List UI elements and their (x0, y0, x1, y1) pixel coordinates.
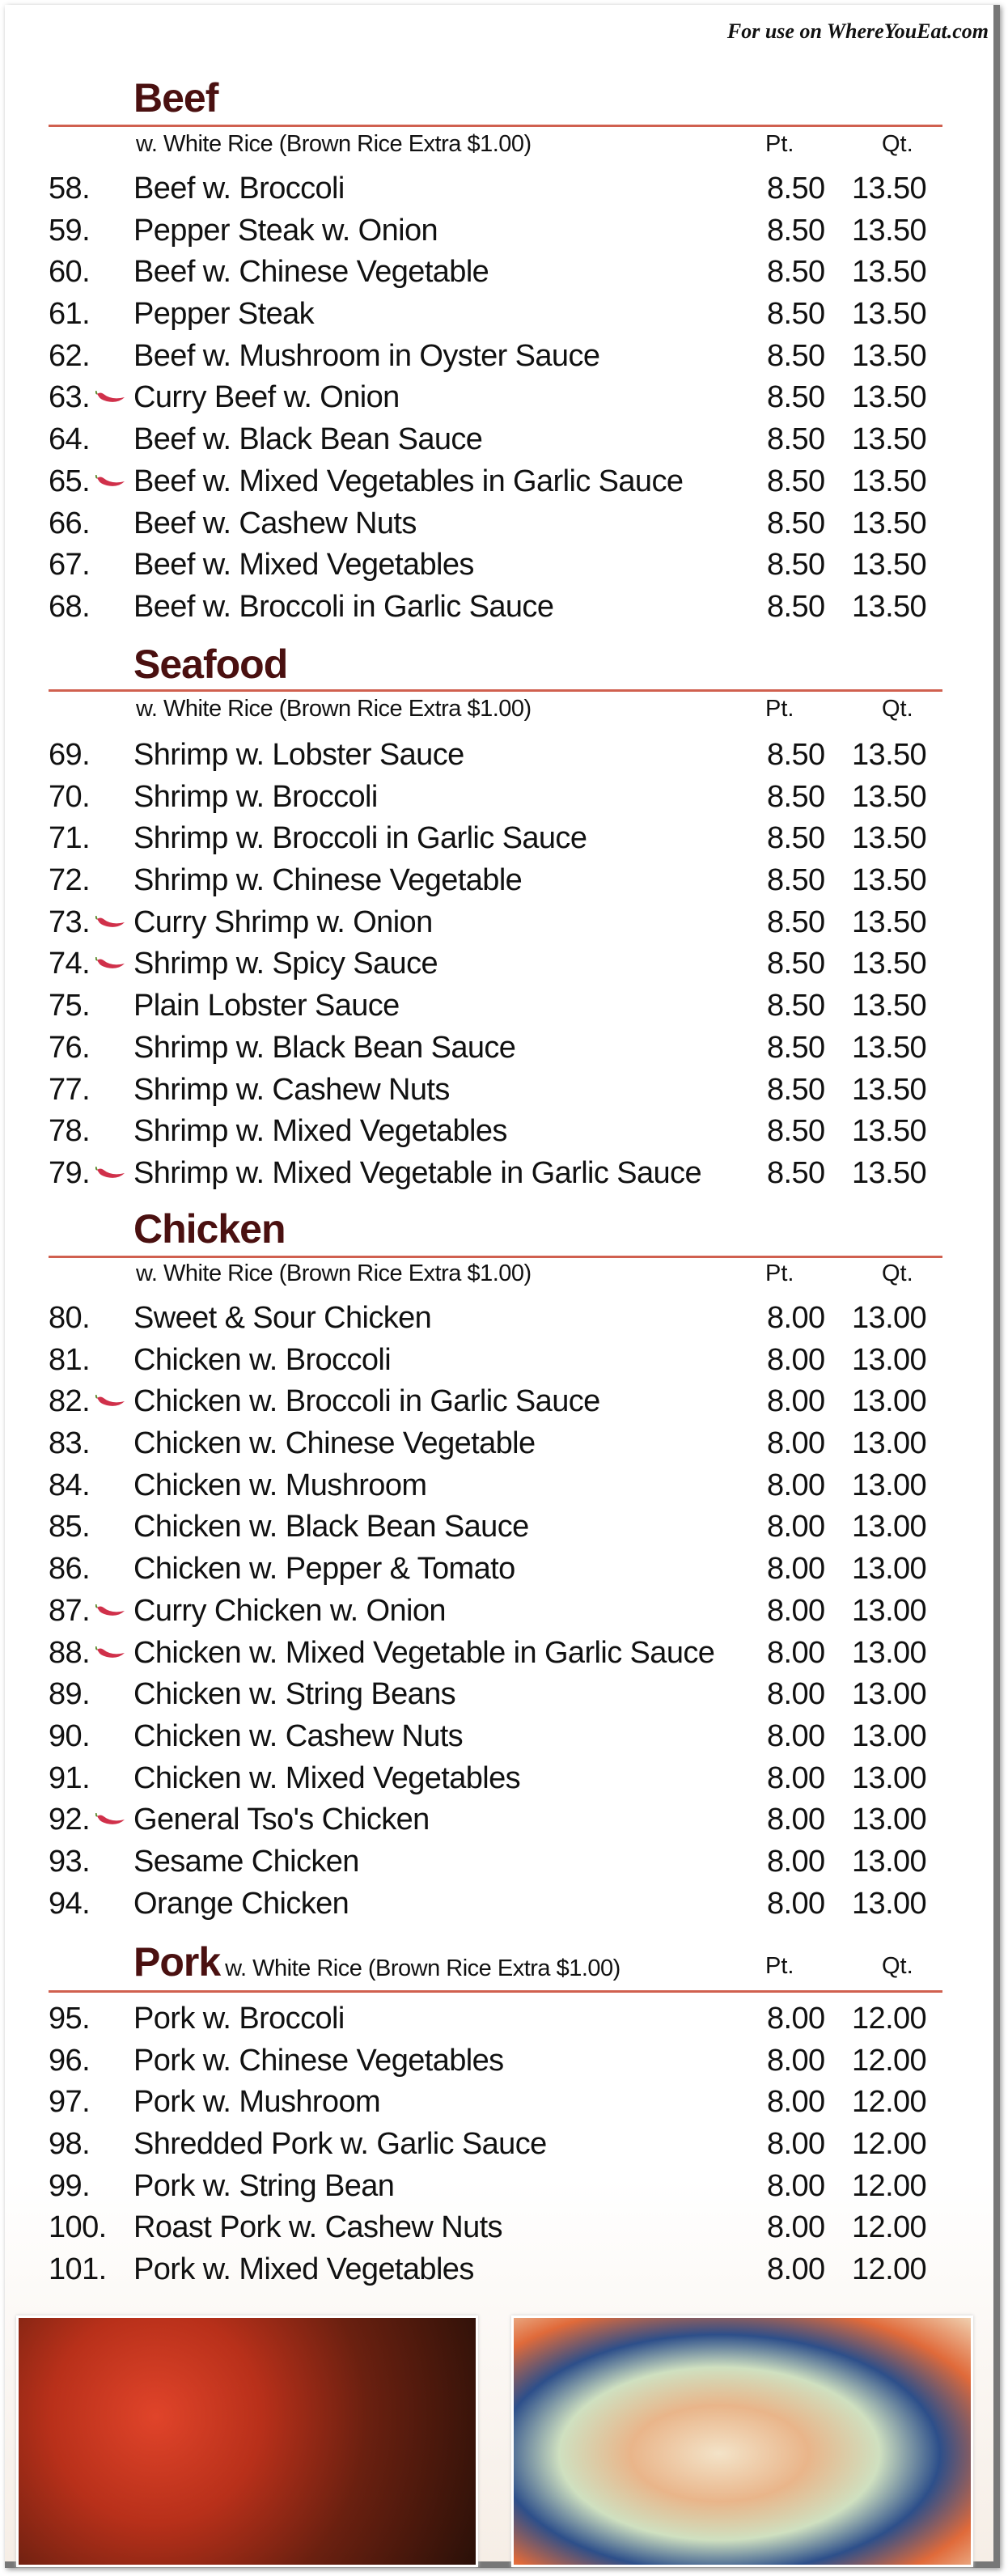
item-number: 101. (49, 2252, 107, 2287)
item-quart-price: 13.50 (852, 1114, 927, 1149)
menu-item (0, 503, 1008, 545)
item-quart-price: 13.50 (852, 548, 927, 583)
item-quart-price: 13.50 (852, 1072, 927, 1107)
item-number: 69. (49, 738, 91, 772)
item-number: 58. (49, 172, 91, 205)
item-quart-price: 13.50 (852, 738, 927, 772)
item-pint-price: 8.50 (767, 548, 825, 583)
item-pint-price: 8.00 (767, 1593, 825, 1628)
item-name: Curry Shrimp w. Onion (133, 905, 433, 939)
item-number: 89. (49, 1677, 91, 1712)
item-pint-price: 8.50 (767, 422, 825, 457)
item-number: 60. (49, 255, 91, 290)
item-name: Chicken w. Chinese Vegetable (133, 1426, 536, 1461)
item-name: Chicken w. Broccoli (133, 1342, 392, 1377)
item-quart-price: 13.00 (852, 1760, 927, 1795)
item-name: Plain Lobster Sauce (133, 989, 400, 1023)
item-quart-price: 13.00 (852, 1384, 927, 1419)
item-number: 70. (49, 779, 91, 814)
item-name: Chicken w. String Beans (133, 1677, 456, 1712)
item-number: 74. (49, 947, 91, 981)
item-pint-price: 8.50 (767, 380, 825, 415)
menu-item (0, 1340, 1008, 1382)
item-quart-price: 13.50 (852, 338, 927, 373)
item-name: Beef w. Mixed Vegetables (133, 548, 474, 583)
item-name: Shredded Pork w. Garlic Sauce (133, 2127, 547, 2162)
quart-header: Qt. (882, 696, 913, 722)
item-quart-price: 13.50 (852, 589, 927, 624)
item-name: Chicken w. Pepper & Tomato (133, 1552, 515, 1587)
pint-header: Pt. (765, 131, 794, 157)
item-pint-price: 8.50 (767, 1072, 825, 1107)
chili-pepper-icon (95, 1604, 128, 1617)
item-number: 71. (49, 821, 91, 856)
item-pint-price: 8.50 (767, 1030, 825, 1065)
section-subtitle: w. White Rice (Brown Rice Extra $1.00) (225, 1955, 620, 1981)
item-quart-price: 13.50 (852, 779, 927, 814)
item-pint-price: 8.00 (767, 1552, 825, 1587)
menu-item (0, 2207, 1008, 2249)
menu-item (0, 2166, 1008, 2208)
item-name: Beef w. Mixed Vegetables in Garlic Sauce (133, 464, 684, 498)
item-number: 59. (49, 213, 91, 248)
item-quart-price: 12.00 (852, 2043, 927, 2078)
item-number: 62. (49, 338, 91, 373)
item-number: 85. (49, 1510, 91, 1544)
item-name: Shrimp w. Lobster Sauce (133, 738, 464, 772)
menu-item (0, 735, 1008, 777)
section-divider (49, 125, 942, 127)
item-number: 79. (49, 1155, 91, 1190)
pint-header: Pt. (765, 696, 794, 722)
menu-item (0, 210, 1008, 252)
item-name: Beef w. Black Bean Sauce (133, 422, 483, 457)
item-name: Pork w. String Bean (133, 2168, 395, 2203)
item-name: Beef w. Chinese Vegetable (133, 255, 489, 290)
item-number: 66. (49, 506, 91, 540)
menu-item (0, 336, 1008, 378)
chili-pepper-icon (95, 391, 128, 404)
item-name: Pepper Steak w. Onion (133, 213, 438, 248)
menu-item (0, 1716, 1008, 1758)
beef-dish-photo (16, 2315, 478, 2567)
item-quart-price: 13.00 (852, 1468, 927, 1502)
menu-item (0, 1674, 1008, 1716)
item-name: Roast Pork w. Cashew Nuts (133, 2210, 502, 2245)
menu-item (0, 1998, 1008, 2040)
item-pint-price: 8.00 (767, 1718, 825, 1753)
menu-item (0, 1027, 1008, 1070)
item-pint-price: 8.00 (767, 2085, 825, 2120)
menu-item (0, 1883, 1008, 1926)
item-name: Chicken w. Cashew Nuts (133, 1718, 464, 1753)
item-number: 96. (49, 2043, 91, 2078)
section-subtitle: w. White Rice (Brown Rice Extra $1.00) (136, 696, 532, 722)
item-number: 82. (49, 1384, 91, 1419)
item-pint-price: 8.50 (767, 989, 825, 1023)
menu-item (0, 902, 1008, 944)
menu-item (0, 1506, 1008, 1549)
item-name: Chicken w. Black Bean Sauce (133, 1510, 529, 1544)
menu-item (0, 1591, 1008, 1633)
item-name: Pork w. Broccoli (133, 2002, 345, 2036)
item-pint-price: 8.00 (767, 1844, 825, 1879)
item-pint-price: 8.00 (767, 2252, 825, 2287)
item-number: 91. (49, 1760, 91, 1795)
section-title: Seafood (133, 642, 288, 687)
chili-pepper-icon (95, 957, 128, 970)
menu-item (0, 1841, 1008, 1883)
item-pint-price: 8.50 (767, 589, 825, 624)
quart-header: Qt. (882, 131, 913, 157)
shrimp-dish-photo (511, 2315, 973, 2567)
item-quart-price: 13.00 (852, 1677, 927, 1712)
item-name: Curry Chicken w. Onion (133, 1593, 446, 1628)
item-pint-price: 8.00 (767, 1468, 825, 1502)
item-pint-price: 8.50 (767, 779, 825, 814)
item-quart-price: 13.00 (852, 1635, 927, 1670)
item-quart-price: 13.00 (852, 1718, 927, 1753)
item-pint-price: 8.00 (767, 2210, 825, 2245)
item-number: 75. (49, 989, 91, 1023)
item-quart-price: 13.00 (852, 1844, 927, 1879)
item-pint-price: 8.00 (767, 1760, 825, 1795)
item-quart-price: 13.00 (852, 1803, 927, 1837)
quart-header: Qt. (882, 1953, 913, 1979)
item-quart-price: 13.00 (852, 1301, 927, 1335)
item-number: 68. (49, 589, 91, 624)
item-quart-price: 13.50 (852, 905, 927, 939)
menu-item (0, 544, 1008, 587)
item-quart-price: 13.50 (852, 422, 927, 457)
item-quart-price: 13.50 (852, 297, 927, 332)
item-pint-price: 8.00 (767, 1384, 825, 1419)
item-pint-price: 8.50 (767, 947, 825, 981)
item-quart-price: 13.50 (852, 506, 927, 540)
section-title (133, 1938, 620, 1985)
item-name: Beef w. Mushroom in Oyster Sauce (133, 338, 600, 373)
item-number: 73. (49, 905, 91, 939)
section-divider (49, 1256, 942, 1258)
menu-item (0, 1381, 1008, 1423)
item-name: Beef w. Broccoli (133, 172, 345, 205)
item-pint-price: 8.00 (767, 1886, 825, 1921)
item-quart-price: 13.00 (852, 1510, 927, 1544)
item-name: Pork w. Mixed Vegetables (133, 2252, 474, 2287)
item-pint-price: 8.00 (767, 1342, 825, 1377)
item-quart-price: 13.50 (852, 821, 927, 856)
item-number: 90. (49, 1718, 91, 1753)
item-pint-price: 8.50 (767, 213, 825, 248)
item-name: General Tso's Chicken (133, 1803, 430, 1837)
item-quart-price: 12.00 (852, 2168, 927, 2203)
chili-pepper-icon (95, 1167, 128, 1180)
item-name: Chicken w. Mushroom (133, 1468, 427, 1502)
menu-item (0, 777, 1008, 819)
item-pint-price: 8.50 (767, 905, 825, 939)
item-quart-price: 13.00 (852, 1426, 927, 1461)
item-pint-price: 8.50 (767, 297, 825, 332)
item-number: 93. (49, 1844, 91, 1879)
item-quart-price: 13.50 (852, 464, 927, 498)
item-number: 76. (49, 1030, 91, 1065)
item-pint-price: 8.50 (767, 1155, 825, 1190)
section-divider (49, 1990, 942, 1993)
menu-item (0, 2040, 1008, 2082)
menu-item (0, 252, 1008, 294)
item-number: 61. (49, 297, 91, 332)
menu-item (0, 1423, 1008, 1465)
quart-header: Qt. (882, 1260, 913, 1286)
item-name: Shrimp w. Black Bean Sauce (133, 1030, 516, 1065)
item-name: Shrimp w. Chinese Vegetable (133, 863, 523, 898)
menu-item (0, 168, 1008, 210)
item-number: 86. (49, 1552, 91, 1587)
section-subtitle: w. White Rice (Brown Rice Extra $1.00) (136, 131, 532, 157)
item-number: 87. (49, 1593, 91, 1628)
menu-item (0, 985, 1008, 1027)
section-divider (49, 689, 942, 692)
chili-pepper-icon (95, 1646, 128, 1659)
menu-item (0, 818, 1008, 860)
section-title: Beef (133, 75, 218, 121)
item-quart-price: 13.50 (852, 255, 927, 290)
item-number: 98. (49, 2127, 91, 2162)
menu-item (0, 1153, 1008, 1195)
item-quart-price: 13.50 (852, 1030, 927, 1065)
pint-header: Pt. (765, 1953, 794, 1979)
chili-pepper-icon (95, 1395, 128, 1408)
item-quart-price: 12.00 (852, 2210, 927, 2245)
item-pint-price: 8.00 (767, 1677, 825, 1712)
item-number: 81. (49, 1342, 91, 1377)
item-quart-price: 12.00 (852, 2002, 927, 2036)
menu-item (0, 294, 1008, 336)
watermark: For use on WhereYouEat.com (726, 19, 989, 43)
item-pint-price: 8.00 (767, 1803, 825, 1837)
item-name: Chicken w. Mixed Vegetable in Garlic Sauce (133, 1635, 715, 1670)
item-name: Curry Beef w. Onion (133, 380, 400, 415)
item-name: Pork w. Mushroom (133, 2085, 381, 2120)
item-name: Beef w. Cashew Nuts (133, 506, 417, 540)
item-number: 100. (49, 2210, 107, 2245)
item-name: Shrimp w. Cashew Nuts (133, 1072, 450, 1107)
item-pint-price: 8.00 (767, 2043, 825, 2078)
item-number: 97. (49, 2085, 91, 2120)
item-number: 64. (49, 422, 91, 457)
item-quart-price: 13.00 (852, 1886, 927, 1921)
chili-pepper-icon (95, 916, 128, 929)
item-pint-price: 8.50 (767, 863, 825, 898)
pint-header: Pt. (765, 1260, 794, 1286)
item-number: 65. (49, 464, 91, 498)
item-number: 67. (49, 548, 91, 583)
item-name: Orange Chicken (133, 1886, 349, 1921)
menu-item (0, 1633, 1008, 1675)
item-name: Shrimp w. Broccoli in Garlic Sauce (133, 821, 587, 856)
item-name: Pork w. Chinese Vegetables (133, 2043, 504, 2078)
item-number: 92. (49, 1803, 91, 1837)
chili-pepper-icon (95, 1813, 128, 1826)
section-title: Chicken (133, 1206, 286, 1252)
menu-item (0, 1799, 1008, 1841)
item-number: 80. (49, 1301, 91, 1335)
item-quart-price: 13.50 (852, 213, 927, 248)
item-pint-price: 8.50 (767, 738, 825, 772)
item-quart-price: 13.50 (852, 947, 927, 981)
item-pint-price: 8.00 (767, 2168, 825, 2203)
item-name: Beef w. Broccoli in Garlic Sauce (133, 589, 554, 624)
item-name: Chicken w. Broccoli in Garlic Sauce (133, 1384, 600, 1419)
item-number: 77. (49, 1072, 91, 1107)
item-name: Shrimp w. Mixed Vegetables (133, 1114, 507, 1149)
item-pint-price: 8.50 (767, 821, 825, 856)
chili-pepper-icon (95, 475, 128, 488)
menu-item (0, 1070, 1008, 1112)
item-quart-price: 13.50 (852, 989, 927, 1023)
item-pint-price: 8.50 (767, 506, 825, 540)
menu-item (0, 1298, 1008, 1340)
item-name: Shrimp w. Mixed Vegetable in Garlic Sauce (133, 1155, 701, 1190)
section-title-text: Pork (133, 1939, 221, 1985)
item-name: Sweet & Sour Chicken (133, 1301, 432, 1335)
item-pint-price: 8.00 (767, 2127, 825, 2162)
item-quart-price: 12.00 (852, 2252, 927, 2287)
menu-item (0, 461, 1008, 503)
item-name: Sesame Chicken (133, 1844, 359, 1879)
section-subtitle: w. White Rice (Brown Rice Extra $1.00) (136, 1260, 532, 1286)
item-pint-price: 8.00 (767, 2002, 825, 2036)
item-number: 72. (49, 863, 91, 898)
item-name: Chicken w. Mixed Vegetables (133, 1760, 521, 1795)
menu-item (0, 2249, 1008, 2291)
item-quart-price: 13.50 (852, 172, 927, 205)
item-pint-price: 8.00 (767, 1301, 825, 1335)
item-quart-price: 13.00 (852, 1342, 927, 1377)
item-quart-price: 12.00 (852, 2127, 927, 2162)
item-quart-price: 13.50 (852, 863, 927, 898)
item-quart-price: 13.50 (852, 380, 927, 415)
menu-item (0, 1111, 1008, 1153)
item-name: Pepper Steak (133, 297, 315, 332)
menu-item (0, 419, 1008, 461)
menu-item (0, 1465, 1008, 1507)
menu-item (0, 1549, 1008, 1591)
item-name: Shrimp w. Spicy Sauce (133, 947, 438, 981)
item-name: Shrimp w. Broccoli (133, 779, 378, 814)
menu-item (0, 2082, 1008, 2124)
item-number: 99. (49, 2168, 91, 2203)
item-pint-price: 8.50 (767, 255, 825, 290)
item-pint-price: 8.50 (767, 1114, 825, 1149)
item-number: 83. (49, 1426, 91, 1461)
item-number: 88. (49, 1635, 91, 1670)
item-number: 78. (49, 1114, 91, 1149)
item-number: 95. (49, 2002, 91, 2036)
item-pint-price: 8.50 (767, 464, 825, 498)
menu-item (0, 1758, 1008, 1800)
item-pint-price: 8.00 (767, 1635, 825, 1670)
item-quart-price: 13.00 (852, 1593, 927, 1628)
item-pint-price: 8.00 (767, 1426, 825, 1461)
item-quart-price: 13.00 (852, 1552, 927, 1587)
item-number: 94. (49, 1886, 91, 1921)
menu-item (0, 377, 1008, 419)
item-pint-price: 8.50 (767, 338, 825, 373)
menu-item (0, 943, 1008, 985)
item-number: 84. (49, 1468, 91, 1502)
menu-item (0, 860, 1008, 902)
item-pint-price: 8.50 (767, 172, 825, 205)
menu-item (0, 2124, 1008, 2166)
item-quart-price: 13.50 (852, 1155, 927, 1190)
menu-item (0, 587, 1008, 629)
item-pint-price: 8.00 (767, 1510, 825, 1544)
item-number: 63. (49, 380, 91, 415)
item-quart-price: 12.00 (852, 2085, 927, 2120)
